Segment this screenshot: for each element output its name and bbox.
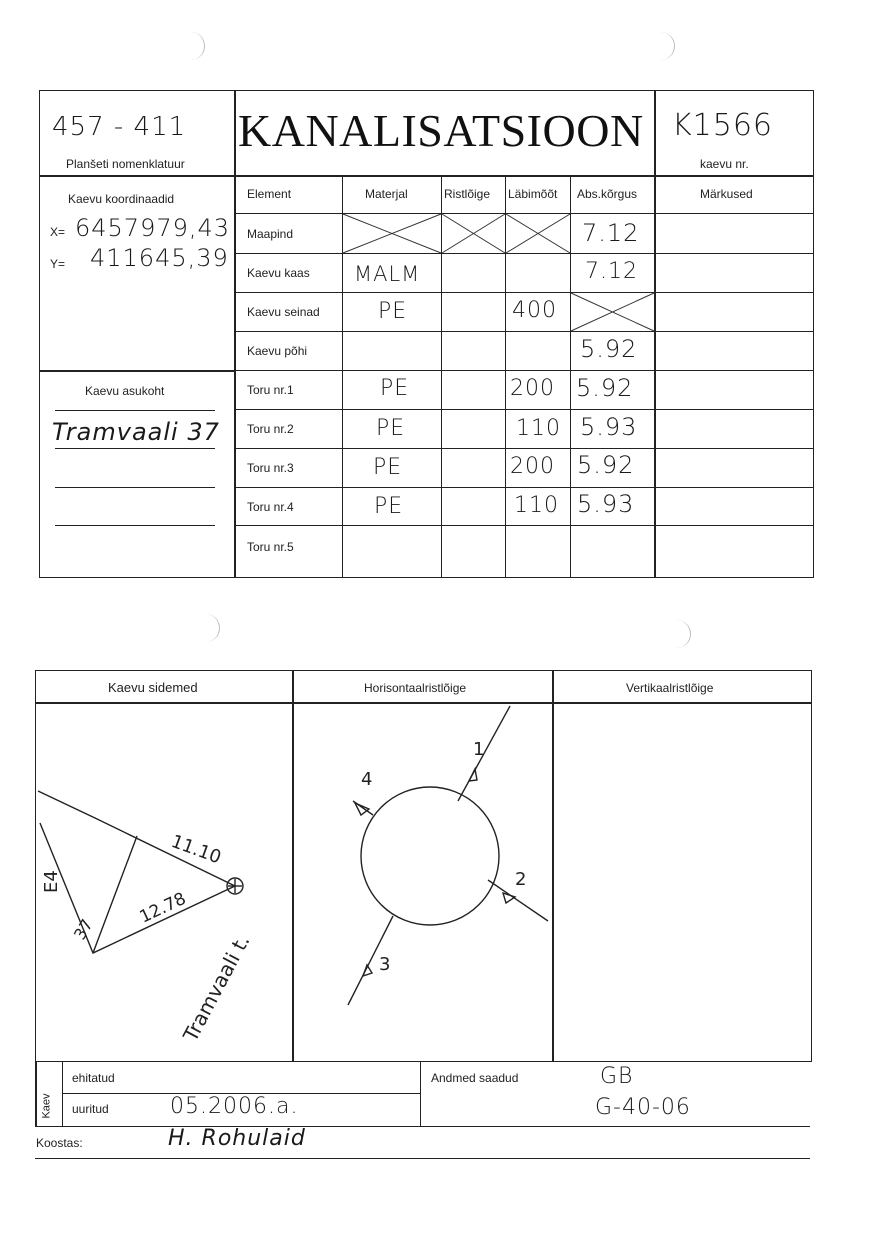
cell-abs: 5.93 (580, 413, 638, 441)
cell-abs: 5.93 (577, 490, 635, 518)
col-header-abs: Abs.kõrgus (577, 187, 638, 201)
location-value: Tramvaali 37 (52, 418, 220, 446)
cell-materjal: PE (374, 494, 404, 519)
well-number-value: K1566 (672, 108, 774, 143)
x-prefix: X= (50, 225, 66, 239)
distance-label-2: 12.78 (136, 888, 190, 928)
row-element: Maapind (247, 227, 294, 241)
pipe-label-2: 2 (515, 869, 527, 890)
ehitatud-label: ehitatud (72, 1071, 115, 1085)
cell-labimoot: 200 (510, 454, 555, 479)
col-header-ristloige: Ristlõige (444, 187, 491, 201)
y-prefix: Y= (50, 257, 66, 271)
row-element: Kaevu seinad (247, 305, 320, 319)
kaev-label: Kaev (40, 1093, 53, 1119)
cell-labimoot: 200 (510, 376, 555, 401)
x-value: 6457979,43 (75, 214, 231, 242)
row-element: Toru nr.5 (247, 540, 294, 554)
andmed-value-1: GB (600, 1064, 634, 1089)
cell-materjal: PE (376, 416, 406, 441)
uuritud-value: 05.2006.a. (170, 1094, 299, 1119)
pipe-label-4: 4 (361, 769, 373, 790)
col-header-horisontaal: Horisontaalristlõige (364, 681, 467, 695)
andmed-value-2: G-40-06 (595, 1095, 691, 1120)
cell-abs: 7.12 (585, 259, 638, 284)
cell-abs: 5.92 (577, 451, 635, 479)
sheet-nomenclature-value: 457 - 411 (52, 112, 187, 142)
distance-label-1: 11.10 (168, 830, 224, 869)
cell-materjal: MALM (354, 262, 421, 286)
row-element: Toru nr.4 (247, 500, 294, 514)
well-number-label: kaevu nr. (700, 157, 749, 171)
page-title: KANALISATSIOON (238, 105, 644, 156)
andmed-label: Andmed saadud (431, 1071, 519, 1085)
cell-materjal: PE (378, 299, 408, 324)
cell-abs: 5.92 (580, 335, 638, 363)
punch-hole (205, 614, 220, 642)
punch-hole (676, 620, 691, 648)
row-element: Kaevu põhi (247, 344, 308, 358)
building-number-label: 37 (70, 915, 97, 943)
row-element: Toru nr.1 (247, 383, 294, 397)
col-header-markused: Märkused (700, 187, 753, 201)
col-header-labimoot: Läbimõõt (508, 187, 558, 201)
cell-labimoot: 110 (514, 493, 559, 518)
row-element: Kaevu kaas (247, 266, 310, 280)
koostas-value: H. Rohulaid (168, 1126, 306, 1151)
y-value: 411645,39 (90, 244, 229, 272)
uuritud-label: uuritud (72, 1102, 109, 1116)
crossed-cells (0, 0, 872, 600)
sidemed-sketch (35, 703, 292, 1061)
cell-labimoot: 400 (512, 298, 557, 323)
col-header-sidemed: Kaevu sidemed (108, 680, 198, 695)
pipe-label-1: 1 (473, 739, 485, 760)
horizontal-section-sketch (293, 703, 552, 1061)
cell-abs: 5.92 (576, 374, 634, 402)
koostas-label: Koostas: (36, 1136, 83, 1150)
street-label: Tramvaali t. (178, 930, 255, 1046)
cell-materjal: PE (380, 376, 410, 401)
col-header-element: Element (247, 187, 292, 201)
row-element: Toru nr.2 (247, 422, 294, 436)
cell-labimoot: 110 (516, 416, 561, 441)
cell-abs: 7.12 (582, 219, 640, 247)
col-header-vertikaal: Vertikaalristlõige (626, 681, 714, 695)
building-label: E4 (41, 870, 62, 893)
pipe-label-3: 3 (379, 954, 391, 975)
col-header-materjal: Materjal (365, 187, 408, 201)
location-label: Kaevu asukoht (85, 384, 165, 398)
coordinates-label: Kaevu koordinaadid (68, 192, 175, 206)
sheet-nomenclature-label: Planšeti nomenklatuur (66, 157, 185, 171)
cell-materjal: PE (373, 455, 403, 480)
row-element: Toru nr.3 (247, 461, 294, 475)
